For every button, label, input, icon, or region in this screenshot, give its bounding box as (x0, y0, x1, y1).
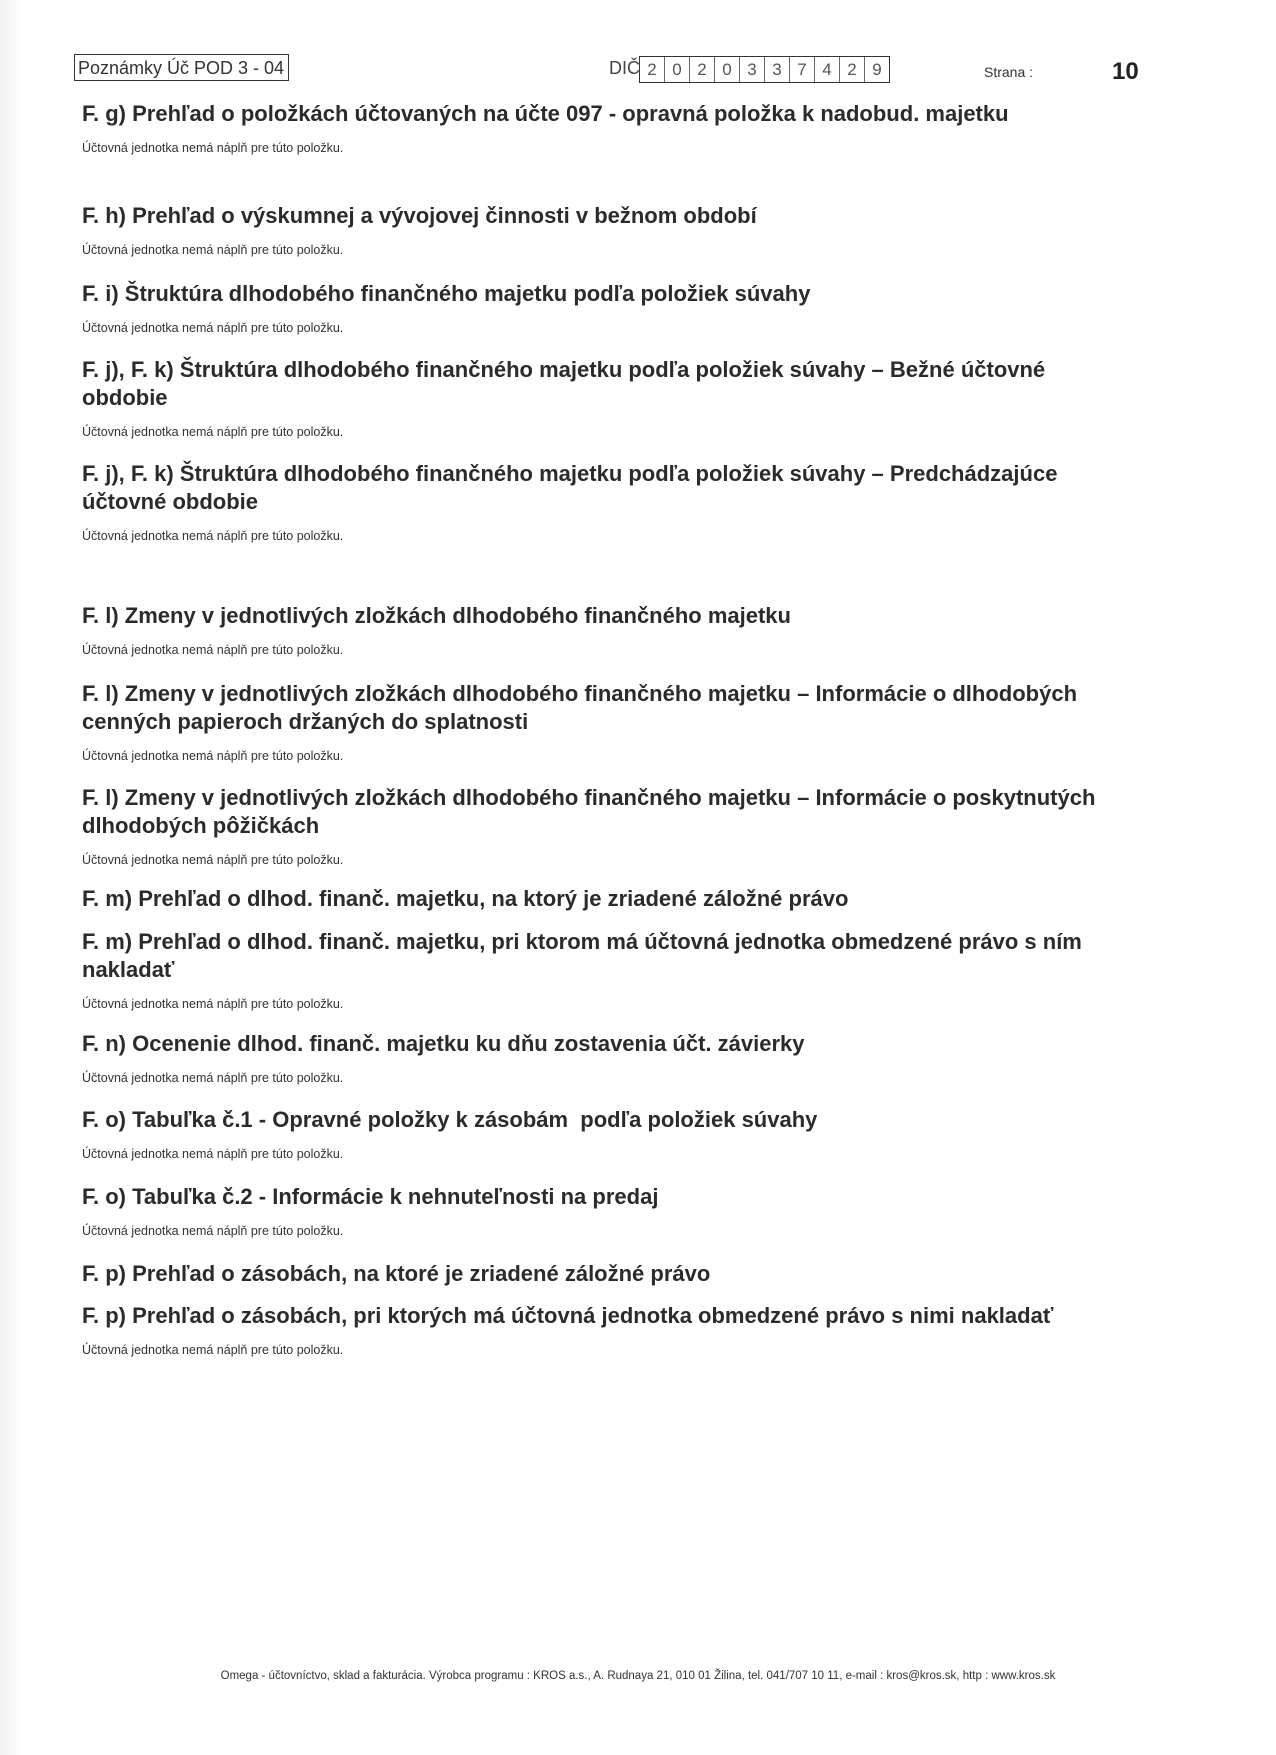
section-heading: F. g) Prehľad o položkách účtovaných na účte 097 - opravná položka k nadobud. majetku (82, 101, 1009, 126)
section-note: Účtovná jednotka nemá náplň pre túto položku. (82, 321, 344, 335)
dic-digit: 2 (840, 57, 865, 82)
section-note: Účtovná jednotka nemá náplň pre túto položku. (82, 141, 344, 155)
section-note: Účtovná jednotka nemá náplň pre túto položku. (82, 529, 344, 543)
section-heading: F. p) Prehľad o zásobách, pri ktorých má účtovná jednotka obmedzené právo s nimi nakladať (82, 1303, 1054, 1328)
scan-edge (0, 0, 22, 1755)
dic-label: DIČ (609, 58, 640, 78)
dic-boxes (639, 56, 890, 83)
page-number: 10 (1112, 58, 1139, 85)
section-f-n (82, 1030, 1112, 1086)
section-f-i (82, 280, 1112, 336)
section-heading: F. i) Štruktúra dlhodobého finančného majetku podľa položiek súvahy (82, 281, 811, 306)
section-heading: F. o) Tabuľka č.1 - Opravné položky k zásobám podľa položiek súvahy (82, 1107, 818, 1132)
section-f-jk-previous (82, 460, 1112, 544)
section-f-l (82, 602, 1112, 658)
dic-digit: 0 (715, 57, 740, 82)
section-f-l-securities (82, 680, 1112, 764)
section-heading: F. l) Zmeny v jednotlivých zložkách dlhodobého finančného majetku – Informácie o poskytnutých dlhodobých pôžičkách (82, 785, 1096, 838)
section-heading: F. o) Tabuľka č.2 - Informácie k nehnuteľnosti na predaj (82, 1184, 659, 1209)
section-f-m-pledge (82, 885, 1112, 913)
page-footer: Omega - účtovníctvo, sklad a fakturácia. Výrobca programu : KROS a.s., A. Rudnaya 21, 010 01 Žilina, tel. 041/707 10 11, e-mail : kros@kros.sk, http : www.kros.sk (220, 1670, 1056, 1682)
dic-digit: 0 (665, 57, 690, 82)
section-f-jk-current (82, 356, 1112, 440)
section-heading: F. m) Prehľad o dlhod. finanč. majetku, pri ktorom má účtovná jednotka obmedzené právo s ním nakladať (82, 929, 1082, 982)
section-f-o-table1 (82, 1106, 1112, 1162)
section-note: Účtovná jednotka nemá náplň pre túto položku. (82, 643, 344, 657)
section-heading: F. n) Ocenenie dlhod. finanč. majetku ku dňu zostavenia účt. závierky (82, 1031, 805, 1056)
section-note: Účtovná jednotka nemá náplň pre túto položku. (82, 1071, 344, 1085)
section-note: Účtovná jednotka nemá náplň pre túto položku. (82, 997, 344, 1011)
section-f-g (82, 100, 1112, 156)
dic-digit: 7 (790, 57, 815, 82)
section-f-h (82, 202, 1112, 258)
dic-digit: 9 (872, 60, 882, 79)
dic-digit: 3 (765, 57, 790, 82)
form-label: Poznámky Úč POD 3 - 04 (74, 54, 289, 81)
dic-digit: 2 (690, 57, 715, 82)
section-heading: F. l) Zmeny v jednotlivých zložkách dlhodobého finančného majetku – Informácie o dlhodobých cenných papieroch držaných do splatnosti (82, 681, 1078, 734)
section-heading: F. h) Prehľad o výskumnej a vývojovej činnosti v bežnom období (82, 203, 757, 228)
strana-label: Strana : (984, 64, 1034, 80)
section-note: Účtovná jednotka nemá náplň pre túto položku. (82, 1343, 344, 1357)
section-note: Účtovná jednotka nemá náplň pre túto položku. (82, 1147, 344, 1161)
section-heading: F. j), F. k) Štruktúra dlhodobého finančného majetku podľa položiek súvahy – Bežné účtovné obdobie (82, 357, 1046, 410)
dic-digit: 3 (740, 57, 765, 82)
section-f-l-loans (82, 784, 1112, 868)
dic-digit: 4 (815, 57, 840, 82)
section-f-p-restricted (82, 1302, 1112, 1358)
section-note: Účtovná jednotka nemá náplň pre túto položku. (82, 1224, 344, 1238)
section-note: Účtovná jednotka nemá náplň pre túto položku. (82, 749, 344, 763)
section-heading: F. j), F. k) Štruktúra dlhodobého finančného majetku podľa položiek súvahy – Predchádzajúce účtovné obdobie (82, 461, 1058, 514)
page-header (74, 54, 1154, 88)
section-f-o-table2 (82, 1183, 1112, 1239)
section-heading: F. l) Zmeny v jednotlivých zložkách dlhodobého finančného majetku (82, 603, 791, 628)
section-note: Účtovná jednotka nemá náplň pre túto položku. (82, 853, 344, 867)
dic-digit: 2 (640, 57, 665, 82)
section-heading: F. p) Prehľad o zásobách, na ktoré je zriadené záložné právo (82, 1261, 711, 1286)
section-note: Účtovná jednotka nemá náplň pre túto položku. (82, 243, 344, 257)
section-note: Účtovná jednotka nemá náplň pre túto položku. (82, 425, 344, 439)
section-heading: F. m) Prehľad o dlhod. finanč. majetku, na ktorý je zriadené záložné právo (82, 886, 849, 911)
section-f-p-pledge (82, 1260, 1112, 1288)
section-f-m-restricted (82, 928, 1112, 1012)
